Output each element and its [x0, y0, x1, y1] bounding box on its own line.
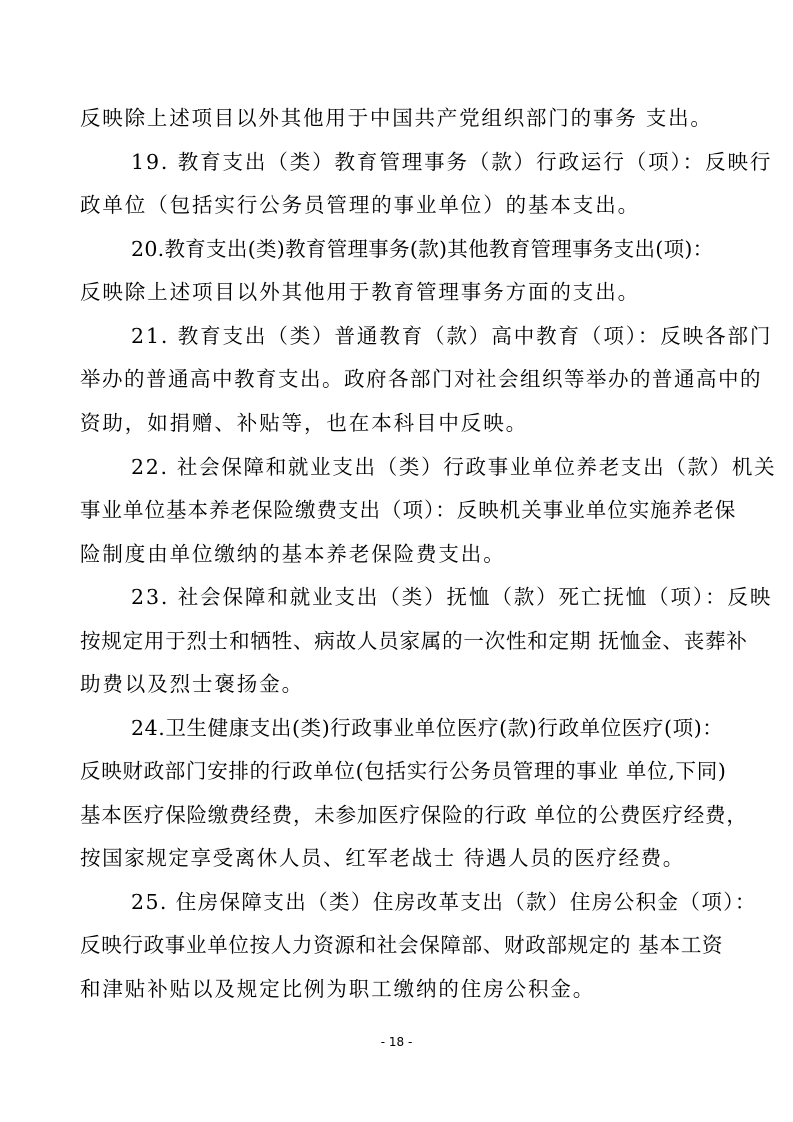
- text-line: 19. 教育支出（类）教育管理事务（款）行政运行（项）：反映行: [131, 150, 773, 174]
- text-line: 险制度由单位缴纳的基本养老保险费支出。: [80, 542, 506, 566]
- text-line: 按规定用于烈士和牺牲、病故人员家属的一次性和定期 抚恤金、丧葬补: [80, 629, 748, 653]
- text-line: 和津贴补贴以及规定比例为职工缴纳的住房公积金。: [80, 977, 596, 1001]
- text-line: 23. 社会保障和就业支出（类）抚恤（款）死亡抚恤（项）：反映: [131, 585, 773, 609]
- text-line: 反映财政部门安排的行政单位(包括实行公务员管理的事业 单位,下同): [80, 759, 727, 783]
- text-line: 事业单位基本养老保险缴费支出（项）：反映机关事业单位实施养老保: [80, 498, 737, 522]
- text-line: 资助，如捐赠、补贴等，也在本科目中反映。: [80, 411, 528, 435]
- text-line: 基本医疗保险缴费经费，未参加医疗保险的行政 单位的公费医疗经费，: [80, 803, 748, 827]
- text-line: 24.卫生健康支出(类)行政事业单位医疗(款)行政单位医疗(项)：: [131, 716, 724, 740]
- text-line: 25. 住房保障支出（类）住房改革支出（款）住房公积金（项）：: [131, 890, 757, 914]
- text-line: 政单位（包括实行公务员管理的事业单位）的基本支出。: [80, 193, 640, 217]
- page-number: - 18 -: [380, 1035, 413, 1049]
- text-line: 反映除上述项目以外其他用于教育管理事务方面的支出。: [80, 280, 640, 304]
- text-line: 举办的普通高中教育支出。政府各部门对社会组织等举办的普通高中的: [80, 367, 762, 391]
- text-line: 21. 教育支出（类）普通教育（款）高中教育（项）：反映各部门: [131, 324, 773, 348]
- text-line: 22. 社会保障和就业支出（类）行政事业单位养老支出（款）机关: [131, 455, 777, 479]
- text-line: 反映除上述项目以外其他用于中国共产党组织部门的事务 支出。: [80, 106, 713, 130]
- text-line: 助费以及烈士褒扬金。: [80, 672, 304, 696]
- text-line: 反映行政事业单位按人力资源和社会保障部、财政部规定的 基本工资: [80, 933, 724, 957]
- text-line: 按国家规定享受离休人员、红军老战士 待遇人员的医疗经费。: [80, 846, 685, 870]
- text-line: 20.教育支出(类)教育管理事务(款)其他教育管理事务支出(项)：: [131, 237, 714, 261]
